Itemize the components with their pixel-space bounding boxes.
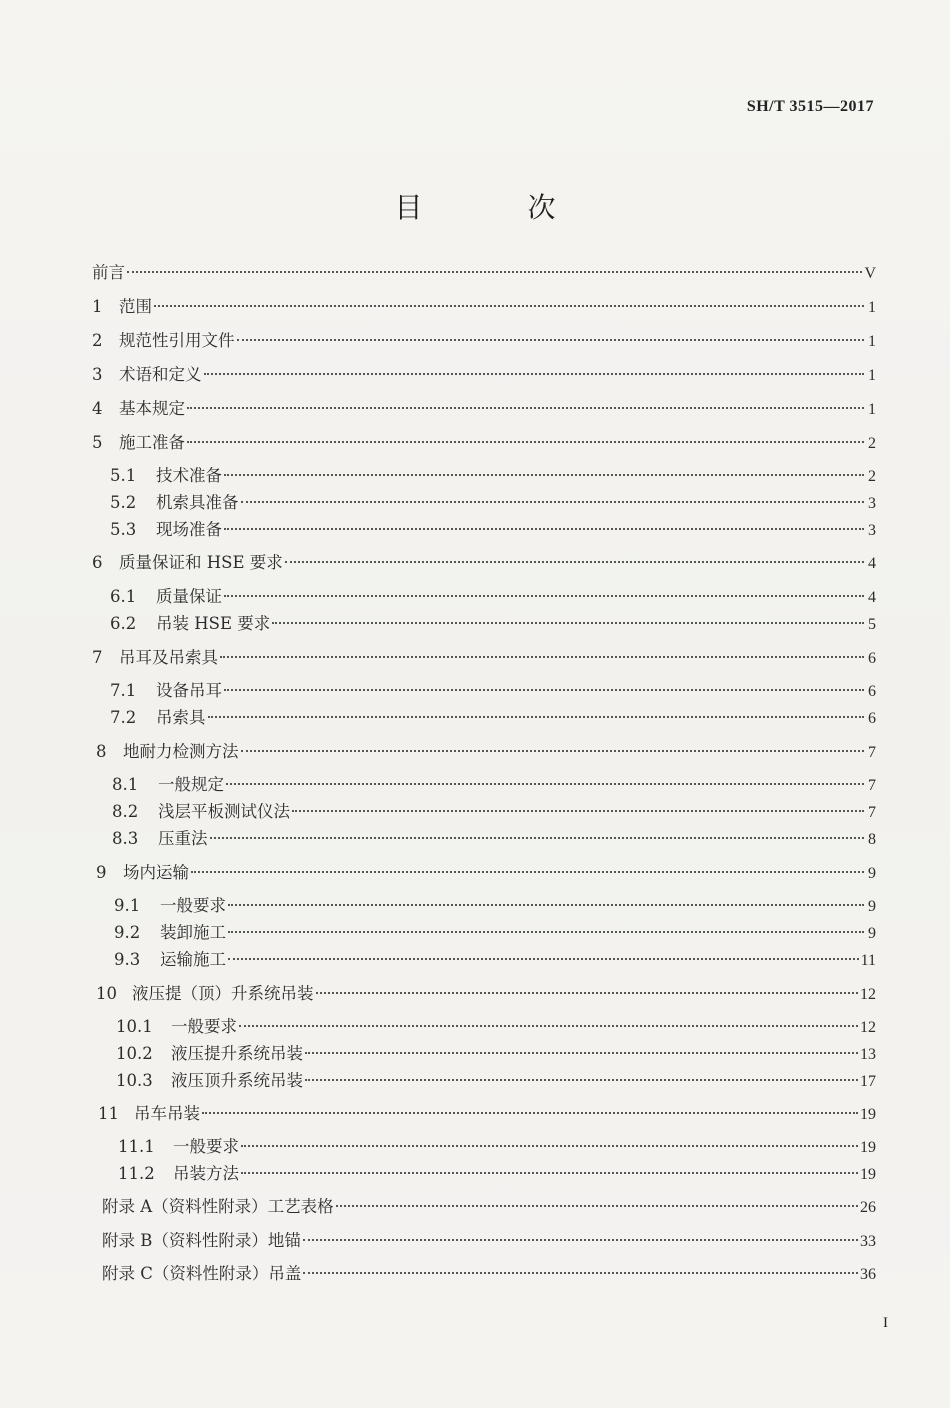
- toc-entry-number: 9.1: [114, 896, 141, 915]
- toc-entry-label: 吊装 HSE 要求: [156, 614, 271, 633]
- toc-entry-page: 6: [868, 650, 876, 667]
- toc-leader-dots: [154, 305, 864, 307]
- toc-entry-number: 6.2: [110, 614, 137, 633]
- toc-entry-page: 36: [860, 1266, 876, 1283]
- toc-entry[interactable]: [102, 1197, 876, 1218]
- toc-entry-page: 11: [860, 952, 876, 969]
- toc-leader-dots: [228, 958, 859, 960]
- toc-leader-dots: [303, 1239, 858, 1241]
- toc-entry-number: 11.2: [118, 1164, 155, 1183]
- toc-leader-dots: [305, 1079, 858, 1081]
- toc-entry-label: 附录 C（资料性附录）吊盖: [102, 1264, 302, 1283]
- toc-entry[interactable]: [112, 829, 876, 850]
- toc-entry-number: 3: [92, 365, 103, 384]
- toc-entry-number: 7: [92, 648, 103, 667]
- toc-entry-number: 7.1: [110, 681, 137, 700]
- toc-leader-dots: [241, 1145, 858, 1147]
- toc-entry-page: 9: [868, 898, 876, 915]
- toc-entry-label: 吊装方法: [173, 1164, 239, 1183]
- toc-entry-page: 9: [868, 925, 876, 942]
- toc-leader-dots: [187, 441, 864, 443]
- toc-entry[interactable]: [92, 263, 876, 284]
- toc-entry[interactable]: [110, 493, 876, 514]
- toc-leader-dots: [224, 528, 864, 530]
- toc-leader-dots: [336, 1205, 858, 1207]
- toc-entry-label: 质量保证: [156, 587, 222, 606]
- toc-entry[interactable]: [112, 802, 876, 823]
- toc-entry-label: 浅层平板测试仪法: [158, 802, 290, 821]
- toc-entry[interactable]: [92, 553, 876, 574]
- toc-entry-number: 8: [96, 742, 107, 761]
- toc-entry-page: 7: [868, 804, 876, 821]
- toc-entry-label: 附录 A（资料性附录）工艺表格: [102, 1197, 334, 1216]
- toc-entry-label: 场内运输: [123, 863, 189, 882]
- toc-entry-number: 9.3: [114, 950, 141, 969]
- toc-entry-number: 9.2: [114, 923, 141, 942]
- toc-leader-dots: [204, 373, 865, 375]
- toc-leader-dots: [210, 837, 865, 839]
- toc-entry[interactable]: [110, 587, 876, 608]
- toc-leader-dots: [228, 931, 864, 933]
- toc-leader-dots: [316, 992, 859, 994]
- toc-entry[interactable]: [92, 365, 876, 386]
- toc-entry-label: 施工准备: [119, 433, 185, 452]
- toc-entry-page: 1: [868, 333, 876, 350]
- toc-entry-number: 4: [92, 399, 103, 418]
- toc-entry-number: 5: [92, 433, 103, 452]
- toc-entry-number: 8.1: [112, 775, 139, 794]
- toc-leader-dots: [208, 716, 865, 718]
- toc-entry-page: 2: [868, 468, 876, 485]
- toc-leader-dots: [187, 407, 864, 409]
- toc-leader-dots: [241, 501, 865, 503]
- toc-entry-label: 技术准备: [156, 466, 222, 485]
- toc-entry-page: 26: [860, 1199, 876, 1216]
- toc-entry-label: 设备吊耳: [156, 681, 222, 700]
- toc-entry[interactable]: [98, 1104, 876, 1125]
- page-title: 目 次: [394, 191, 604, 224]
- toc-entry-label: 装卸施工: [160, 923, 226, 942]
- toc-entry-label: 现场准备: [156, 520, 222, 539]
- toc-entry-label: 吊车吊装: [134, 1104, 200, 1123]
- toc-entry-label: 术语和定义: [119, 365, 202, 384]
- toc-entry-page: 6: [868, 710, 876, 727]
- toc-entry[interactable]: [116, 1071, 876, 1092]
- toc-entry-page: 6: [868, 683, 876, 700]
- toc-entry-page: 1: [868, 367, 876, 384]
- toc-entry[interactable]: [92, 297, 876, 318]
- toc-entry-number: 7.2: [110, 708, 137, 727]
- toc-entry-number: 6.1: [110, 587, 137, 606]
- toc-entry[interactable]: [116, 1017, 876, 1038]
- toc-entry-number: 2: [92, 331, 103, 350]
- toc-entry[interactable]: [114, 923, 876, 944]
- toc-entry[interactable]: [92, 433, 876, 454]
- toc-entry[interactable]: [112, 775, 876, 796]
- toc-leader-dots: [228, 904, 864, 906]
- toc-entry-page: 12: [860, 1019, 876, 1036]
- toc-entry-page: 13: [860, 1046, 876, 1063]
- toc-entry[interactable]: [110, 614, 876, 635]
- toc-entry-number: 10.2: [116, 1044, 153, 1063]
- toc-entry[interactable]: [102, 1231, 876, 1252]
- toc-leader-dots: [224, 474, 864, 476]
- toc-entry-label: 液压顶升系统吊装: [171, 1071, 303, 1090]
- document-code: SH/T 3515—2017: [746, 98, 874, 115]
- toc-entry-number: 5.1: [110, 466, 137, 485]
- toc-entry[interactable]: [114, 896, 876, 917]
- toc-entry[interactable]: [116, 1044, 876, 1065]
- toc-leader-dots: [220, 656, 864, 658]
- toc-entry-label: 附录 B（资料性附录）地锚: [102, 1231, 301, 1250]
- toc-entry-label: 一般要求: [160, 896, 226, 915]
- toc-entry-label: 范围: [119, 297, 152, 316]
- toc-entry-page: 1: [868, 401, 876, 418]
- toc-entry-page: 1: [868, 299, 876, 316]
- toc-entry-label: 吊耳及吊索具: [119, 648, 218, 667]
- toc-entry[interactable]: [110, 520, 876, 541]
- toc-leader-dots: [292, 810, 864, 812]
- toc-entry-page: 19: [860, 1139, 876, 1156]
- toc-leader-dots: [305, 1052, 858, 1054]
- toc-leader-dots: [224, 595, 864, 597]
- toc-leader-dots: [303, 1272, 858, 1274]
- toc-entry-page: 7: [868, 744, 876, 761]
- toc-leader-dots: [241, 750, 865, 752]
- toc-entry[interactable]: [114, 950, 876, 971]
- toc-entry-label: 质量保证和 HSE 要求: [119, 553, 283, 572]
- toc-entry-label: 基本规定: [119, 399, 185, 418]
- toc-leader-dots: [224, 689, 864, 691]
- toc-entry-number: 6: [92, 553, 103, 572]
- toc-entry[interactable]: [118, 1137, 876, 1158]
- page-folio: I: [883, 1315, 888, 1331]
- toc-entry-page: 19: [860, 1106, 876, 1123]
- toc-entry-label: 运输施工: [160, 950, 226, 969]
- toc-entry-page: 7: [868, 777, 876, 794]
- toc-entry-number: 10: [96, 984, 117, 1003]
- toc-entry[interactable]: [92, 648, 876, 669]
- toc-entry-label: 规范性引用文件: [119, 331, 235, 350]
- toc-leader-dots: [202, 1112, 858, 1114]
- toc-entry[interactable]: [118, 1164, 876, 1185]
- toc-entry[interactable]: [96, 984, 876, 1005]
- toc-entry-label: 液压提升系统吊装: [171, 1044, 303, 1063]
- toc-entry[interactable]: [92, 399, 876, 420]
- toc-entry-label: 地耐力检测方法: [123, 742, 239, 761]
- toc-entry[interactable]: [92, 331, 876, 352]
- toc-entry-number: 10.3: [116, 1071, 153, 1090]
- toc-entry-page: 12: [860, 986, 876, 1003]
- toc-entry[interactable]: [110, 466, 876, 487]
- toc-leader-dots: [191, 871, 864, 873]
- toc-entry-number: 5.2: [110, 493, 137, 512]
- toc-entry-page: 3: [868, 522, 876, 539]
- toc-entry-label: 机索具准备: [156, 493, 239, 512]
- toc-entry-page: 4: [868, 589, 876, 606]
- toc-leader-dots: [237, 339, 865, 341]
- toc-entry-page: V: [864, 265, 876, 282]
- toc-entry-label: 一般要求: [171, 1017, 237, 1036]
- toc-entry-number: 8.3: [112, 829, 139, 848]
- toc-leader-dots: [127, 271, 862, 273]
- toc-entry-label: 一般规定: [158, 775, 224, 794]
- toc-entry-page: 3: [868, 495, 876, 512]
- toc-entry-number: 9: [96, 863, 107, 882]
- toc-entry-page: 9: [868, 865, 876, 882]
- toc-entry-label: 压重法: [158, 829, 208, 848]
- toc-entry-number: 11.1: [118, 1137, 155, 1156]
- toc-entry-label: 一般要求: [173, 1137, 239, 1156]
- toc-leader-dots: [239, 1025, 858, 1027]
- toc-entry[interactable]: [96, 742, 876, 763]
- toc-leader-dots: [285, 561, 864, 563]
- toc-entry-page: 5: [868, 616, 876, 633]
- toc-entry-label: 前言: [92, 263, 125, 282]
- toc-entry-page: 33: [860, 1233, 876, 1250]
- toc-entry[interactable]: [96, 863, 876, 884]
- toc-leader-dots: [272, 622, 864, 624]
- toc-entry-page: 2: [868, 435, 876, 452]
- toc-entry-number: 5.3: [110, 520, 137, 539]
- toc-entry[interactable]: [110, 708, 876, 729]
- toc-entry-label: 吊索具: [156, 708, 206, 727]
- toc-entry[interactable]: [110, 681, 876, 702]
- toc-entry-page: 19: [860, 1166, 876, 1183]
- toc-entry-number: 10.1: [116, 1017, 153, 1036]
- toc-entry-label: 液压提（顶）升系统吊装: [132, 984, 314, 1003]
- toc-leader-dots: [226, 783, 864, 785]
- toc-entry-page: 17: [860, 1073, 876, 1090]
- toc-entry-number: 1: [92, 297, 103, 316]
- toc-leader-dots: [241, 1172, 858, 1174]
- toc-entry-page: 8: [868, 831, 876, 848]
- toc-entry-number: 11: [98, 1104, 119, 1123]
- toc-entry-number: 8.2: [112, 802, 139, 821]
- toc-entry[interactable]: [102, 1264, 876, 1285]
- toc-entry-page: 4: [868, 555, 876, 572]
